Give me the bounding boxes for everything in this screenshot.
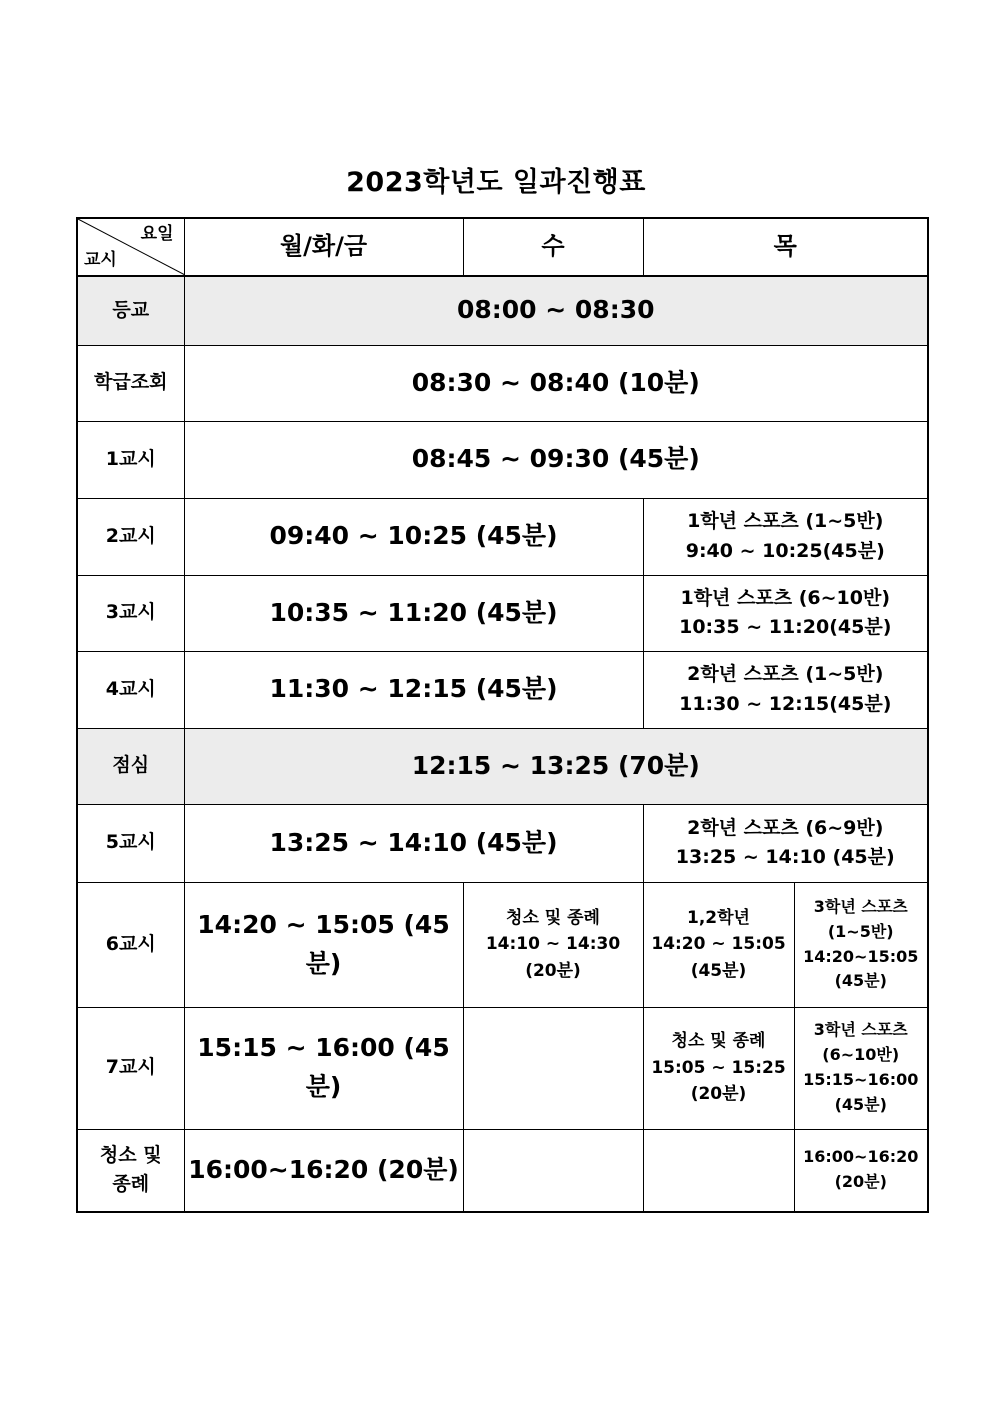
time-cell: 08:30 ~ 08:40 (10분) xyxy=(184,345,928,421)
wed-cell-empty xyxy=(463,1007,643,1129)
table-row xyxy=(77,575,928,651)
row-label: 2교시 xyxy=(77,498,184,575)
thu-b-cell xyxy=(794,1129,928,1212)
row-label-line: 종례 xyxy=(112,1173,150,1196)
thu-cell xyxy=(643,498,928,575)
row-label: 5교시 xyxy=(77,804,184,882)
corner-period-label: 교시 xyxy=(84,249,117,270)
corner-cell xyxy=(77,218,184,276)
table-row xyxy=(77,728,928,804)
table-row xyxy=(77,276,928,345)
row-label: 점심 xyxy=(77,728,184,804)
header-row xyxy=(77,218,928,276)
thu-line: (20분) xyxy=(690,1084,747,1105)
time-cell: 14:20 ~ 15:05 (45분) xyxy=(184,882,463,1007)
row-label: 등교 xyxy=(77,276,184,345)
table-row xyxy=(77,804,928,882)
thu-line: (6~10반) xyxy=(822,1045,900,1065)
thu-line: 3학년 스포츠 xyxy=(813,896,908,916)
wed-line: 청소 및 종례 xyxy=(506,907,600,928)
table-row xyxy=(77,1007,928,1129)
row-label: 6교시 xyxy=(77,882,184,1007)
thu-line: 1,2학년 xyxy=(687,907,750,928)
time-cell: 08:00 ~ 08:30 xyxy=(184,276,928,345)
thu-b-cell xyxy=(794,1007,928,1129)
thu-line: (45분) xyxy=(834,971,887,991)
thu-cell xyxy=(643,651,928,728)
header-wed: 수 xyxy=(463,218,643,276)
thu-a-cell xyxy=(643,882,794,1007)
row-label xyxy=(77,1129,184,1212)
row-label: 1교시 xyxy=(77,421,184,498)
thu-line: 1학년 스포츠 (1~5반) xyxy=(687,510,884,533)
thu-line: (45분) xyxy=(690,960,747,981)
row-label: 3교시 xyxy=(77,575,184,651)
header-mtf: 월/화/금 xyxy=(184,218,463,276)
wed-cell xyxy=(463,882,643,1007)
thu-line: (20분) xyxy=(834,1172,887,1192)
wed-line: 14:10 ~ 14:30 xyxy=(485,934,621,955)
thu-line: 15:05 ~ 15:25 xyxy=(651,1057,786,1078)
thu-line: 2학년 스포츠 (1~5반) xyxy=(687,663,884,686)
time-cell: 12:15 ~ 13:25 (70분) xyxy=(184,728,928,804)
thu-cell xyxy=(643,804,928,882)
time-cell: 11:30 ~ 12:15 (45분) xyxy=(184,651,643,728)
thu-a-cell-empty xyxy=(643,1129,794,1212)
time-cell: 15:15 ~ 16:00 (45분) xyxy=(184,1007,463,1129)
row-label: 7교시 xyxy=(77,1007,184,1129)
time-cell: 08:45 ~ 09:30 (45분) xyxy=(184,421,928,498)
corner-day-label: 요일 xyxy=(140,224,174,244)
thu-cell xyxy=(643,575,928,651)
thu-line: (45분) xyxy=(834,1094,887,1114)
thu-line: 15:15~16:00 xyxy=(803,1070,919,1089)
row-label-line: 청소 및 xyxy=(99,1143,162,1166)
table-row xyxy=(77,651,928,728)
table-row xyxy=(77,421,928,498)
thu-line: 2학년 스포츠 (6~9반) xyxy=(687,816,884,839)
thu-line: 16:00~16:20 xyxy=(803,1147,919,1167)
schedule-table xyxy=(76,217,929,1213)
table-row xyxy=(77,345,928,421)
table-row xyxy=(77,1129,928,1212)
row-label: 학급조회 xyxy=(77,345,184,421)
thu-line: (1~5반) xyxy=(827,921,894,941)
thu-line: 1학년 스포츠 (6~10반) xyxy=(680,586,891,609)
thu-line: 10:35 ~ 11:20(45분) xyxy=(679,616,892,638)
thu-line: 13:25 ~ 14:10 (45분) xyxy=(675,846,895,868)
thu-line: 3학년 스포츠 xyxy=(813,1020,908,1040)
table-row xyxy=(77,498,928,575)
thu-line: 11:30 ~ 12:15(45분) xyxy=(679,692,892,715)
thu-a-cell xyxy=(643,1007,794,1129)
table-row xyxy=(77,882,928,1007)
time-cell: 10:35 ~ 11:20 (45분) xyxy=(184,575,643,651)
time-cell: 13:25 ~ 14:10 (45분) xyxy=(184,804,643,882)
thu-line: 14:20~15:05 xyxy=(803,946,919,966)
wed-line: (20분) xyxy=(525,960,581,981)
page-title: 2023학년도 일과진행표 xyxy=(346,167,646,198)
wed-cell-empty xyxy=(463,1129,643,1212)
thu-line: 9:40 ~ 10:25(45분) xyxy=(685,539,885,562)
row-label: 4교시 xyxy=(77,651,184,728)
thu-line: 청소 및 종례 xyxy=(671,1031,766,1052)
thu-line: 14:20 ~ 15:05 xyxy=(651,934,786,955)
header-thu: 목 xyxy=(643,218,928,276)
time-cell: 16:00~16:20 (20분) xyxy=(184,1129,463,1212)
time-cell: 09:40 ~ 10:25 (45분) xyxy=(184,498,643,575)
thu-b-cell xyxy=(794,882,928,1007)
